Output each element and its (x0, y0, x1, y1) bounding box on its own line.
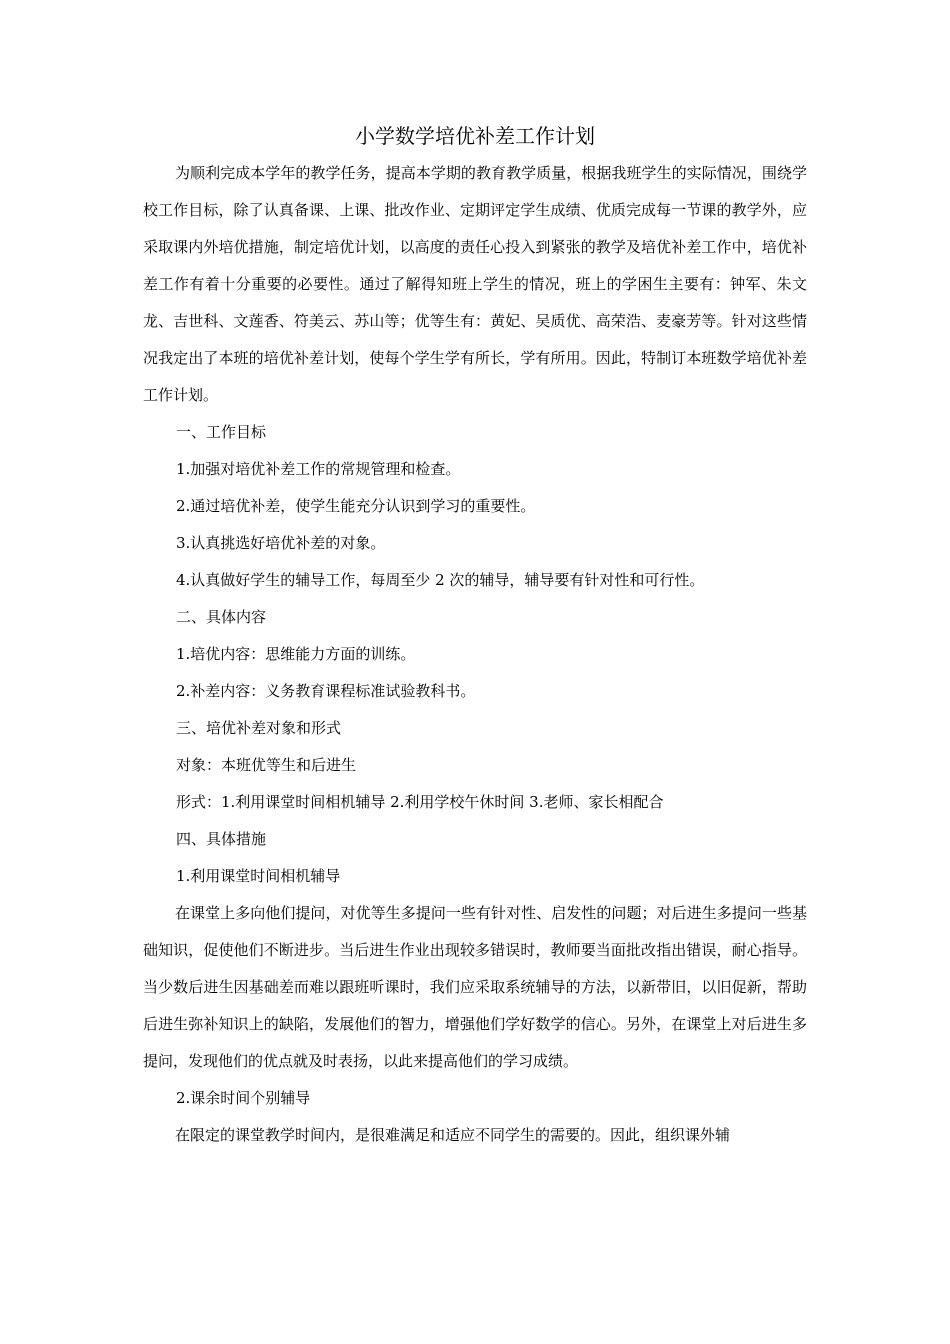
measure-body-afterclass: 在限定的课堂教学时间内，是很难满足和适应不同学生的需要的。因此，组织课外辅 (175, 1126, 731, 1144)
document-title: 小学数学培优补差工作计划 (355, 124, 595, 148)
section-heading-targets: 三、培优补差对象和形式 (176, 719, 342, 737)
document-body (143, 117, 807, 1154)
section-heading-goals: 一、工作目标 (176, 423, 267, 441)
goal-item: 2.通过培优补差，使学生能充分认识到学习的重要性。 (176, 497, 536, 515)
goal-item: 3.认真挑选好培优补差的对象。 (176, 534, 386, 552)
section-heading-measures: 四、具体措施 (176, 830, 267, 848)
measure-body-classroom: 在课堂上多向他们提问，对优等生多提问一些有针对性、启发性的问题；对后进生多提问一些基础知识，促使他们不断进步。当后进生作业出现较多错误时，教师要当面批改指出错误，耐心指导。当少数后进生因基础差而难以跟班听课时，我们应采取系统辅导的方法，以新带旧，以旧促新，帮助后进生弥补知识上的缺陷，发展他们的智力，增强他们学好数学的信心。另外，在课堂上对后进生多提问，发现他们的优点就及时表扬，以此来提高他们的学习成绩。 (143, 904, 807, 1070)
form-line: 形式：1.利用课堂时间相机辅导 2.利用学校午休时间 3.老师、家长相配合 (176, 793, 664, 811)
measure-heading-afterclass: 2.课余时间个别辅导 (176, 1089, 311, 1107)
goal-item: 1.加强对培优补差工作的常规管理和检查。 (176, 460, 461, 478)
section-heading-content: 二、具体内容 (176, 608, 267, 626)
target-line: 对象：本班优等生和后进生 (176, 756, 357, 774)
intro-paragraph: 为顺利完成本学年的教学任务，提高本学期的教育教学质量，根据我班学生的实际情况，围绕学校工作目标，除了认真备课、上课、批改作业、定期评定学生成绩、优质完成每一节课的教学外，应采取课内外培优措施，制定培优计划，以高度的责任心投入到紧张的教学及培优补差工作中，培优补差工作有着十分重要的必要性。通过了解得知班上学生的情况，班上的学困生主要有：钟军、朱文龙、吉世科、文莲香、符美云、苏山等；优等生有：黄妃、吴质优、高荣浩、麦豪芳等。针对这些情况我定出了本班的培优补差计划，使每个学生学有所长，学有所用。因此，特制订本班数学培优补差工作计划。 (143, 164, 807, 404)
content-item: 2.补差内容：义务教育课程标准试验教科书。 (176, 682, 476, 700)
content-item: 1.培优内容：思维能力方面的训练。 (176, 645, 416, 663)
measure-heading-classroom: 1.利用课堂时间相机辅导 (176, 867, 341, 885)
goal-item: 4.认真做好学生的辅导工作，每周至少 2 次的辅导，辅导要有针对性和可行性。 (176, 571, 705, 589)
